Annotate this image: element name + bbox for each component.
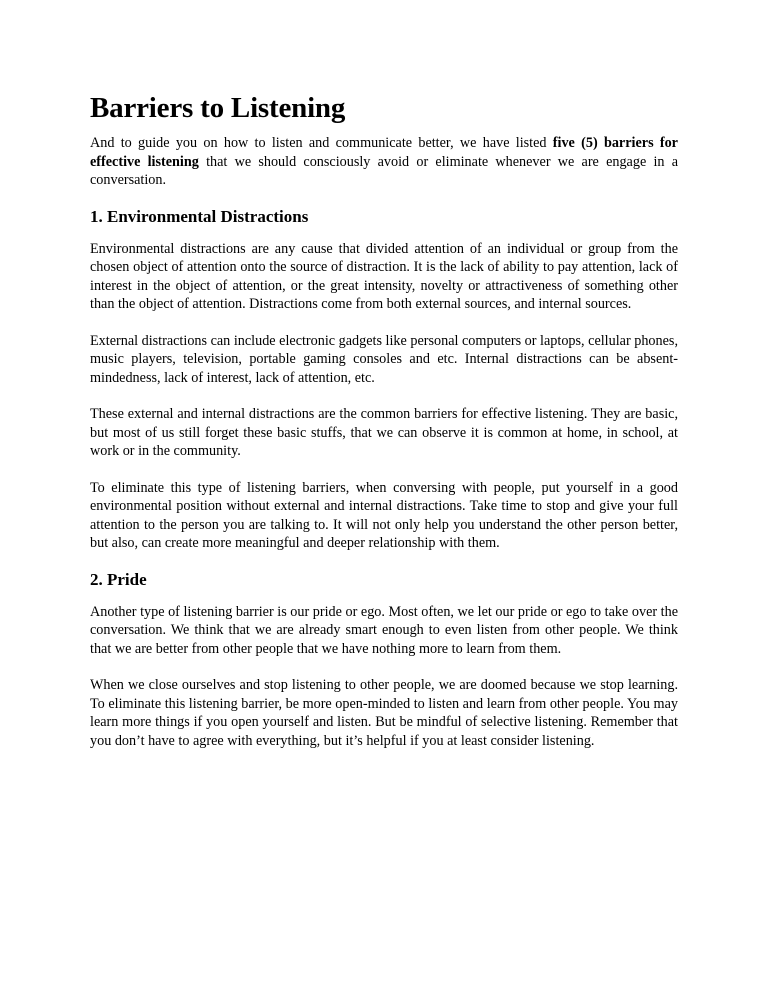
intro-text-end: that we should consciously avoid or eliminate whenever we are engage in a conversation. — [90, 153, 679, 188]
intro-bold-emphasis: five (5) barriers for effective listening — [90, 135, 678, 170]
section-1-paragraph-3: These external and internal distractions are the common barriers for effective listening. They are basic, but most of us still forget these basic stuffs, that we can observe it is common at home, in school, at work or in the community. — [90, 406, 678, 459]
intro-paragraph — [90, 134, 678, 190]
section-heading-environmental-distractions: 1. Environmental Distractions — [90, 206, 309, 226]
document-page — [90, 90, 678, 768]
section-1-paragraph-2: External distractions can include electronic gadgets like personal computers or laptops, cellular phones, music players, television, portable gaming consoles and etc. Internal distractions can be absent-mindedness, lack of interest, lack of attention, etc. — [90, 332, 678, 386]
intro-text-start: And to guide you on how to listen and communicate better, we have listed — [90, 135, 553, 151]
section-2-paragraph-1: Another type of listening barrier is our pride or ego. Most often, we let our pride or ego to take over the conversation. We think that we are already smart enough to even listen from other people. We think that we are better from other people that we have nothing more to learn from them. — [90, 603, 678, 657]
section-1-paragraph-4: To eliminate this type of listening barriers, when conversing with people, put yourself in a good environmental position without external and internal distractions. Take time to stop and give your full attention to the person you are talking to. It will not only help you understand the other person better, but also, can create more meaningful and deeper relationship with them. — [90, 479, 678, 551]
section-2-paragraph-2: When we close ourselves and stop listening to other people, we are doomed because we stop learning. To eliminate this listening barrier, be more open-minded to listen and learn from other people. You may learn more things if you open yourself and listen. But be mindful of selective listening. Remember that you don’t have to agree with everything, but it’s helpful if you at least consider listening. — [90, 677, 678, 749]
page-title: Barriers to Listening — [90, 92, 346, 124]
section-heading-pride: 2. Pride — [90, 569, 147, 589]
section-1-paragraph-1: Environmental distractions are any cause that divided attention of an individual or group from the chosen object of attention onto the source of distraction. It is the lack of ability to pay attention, lack of interest in the object of attention, or the great intensity, novelty or attractiveness of something other than the object of attention. Distractions come from both external sources, and internal sources. — [90, 240, 678, 312]
